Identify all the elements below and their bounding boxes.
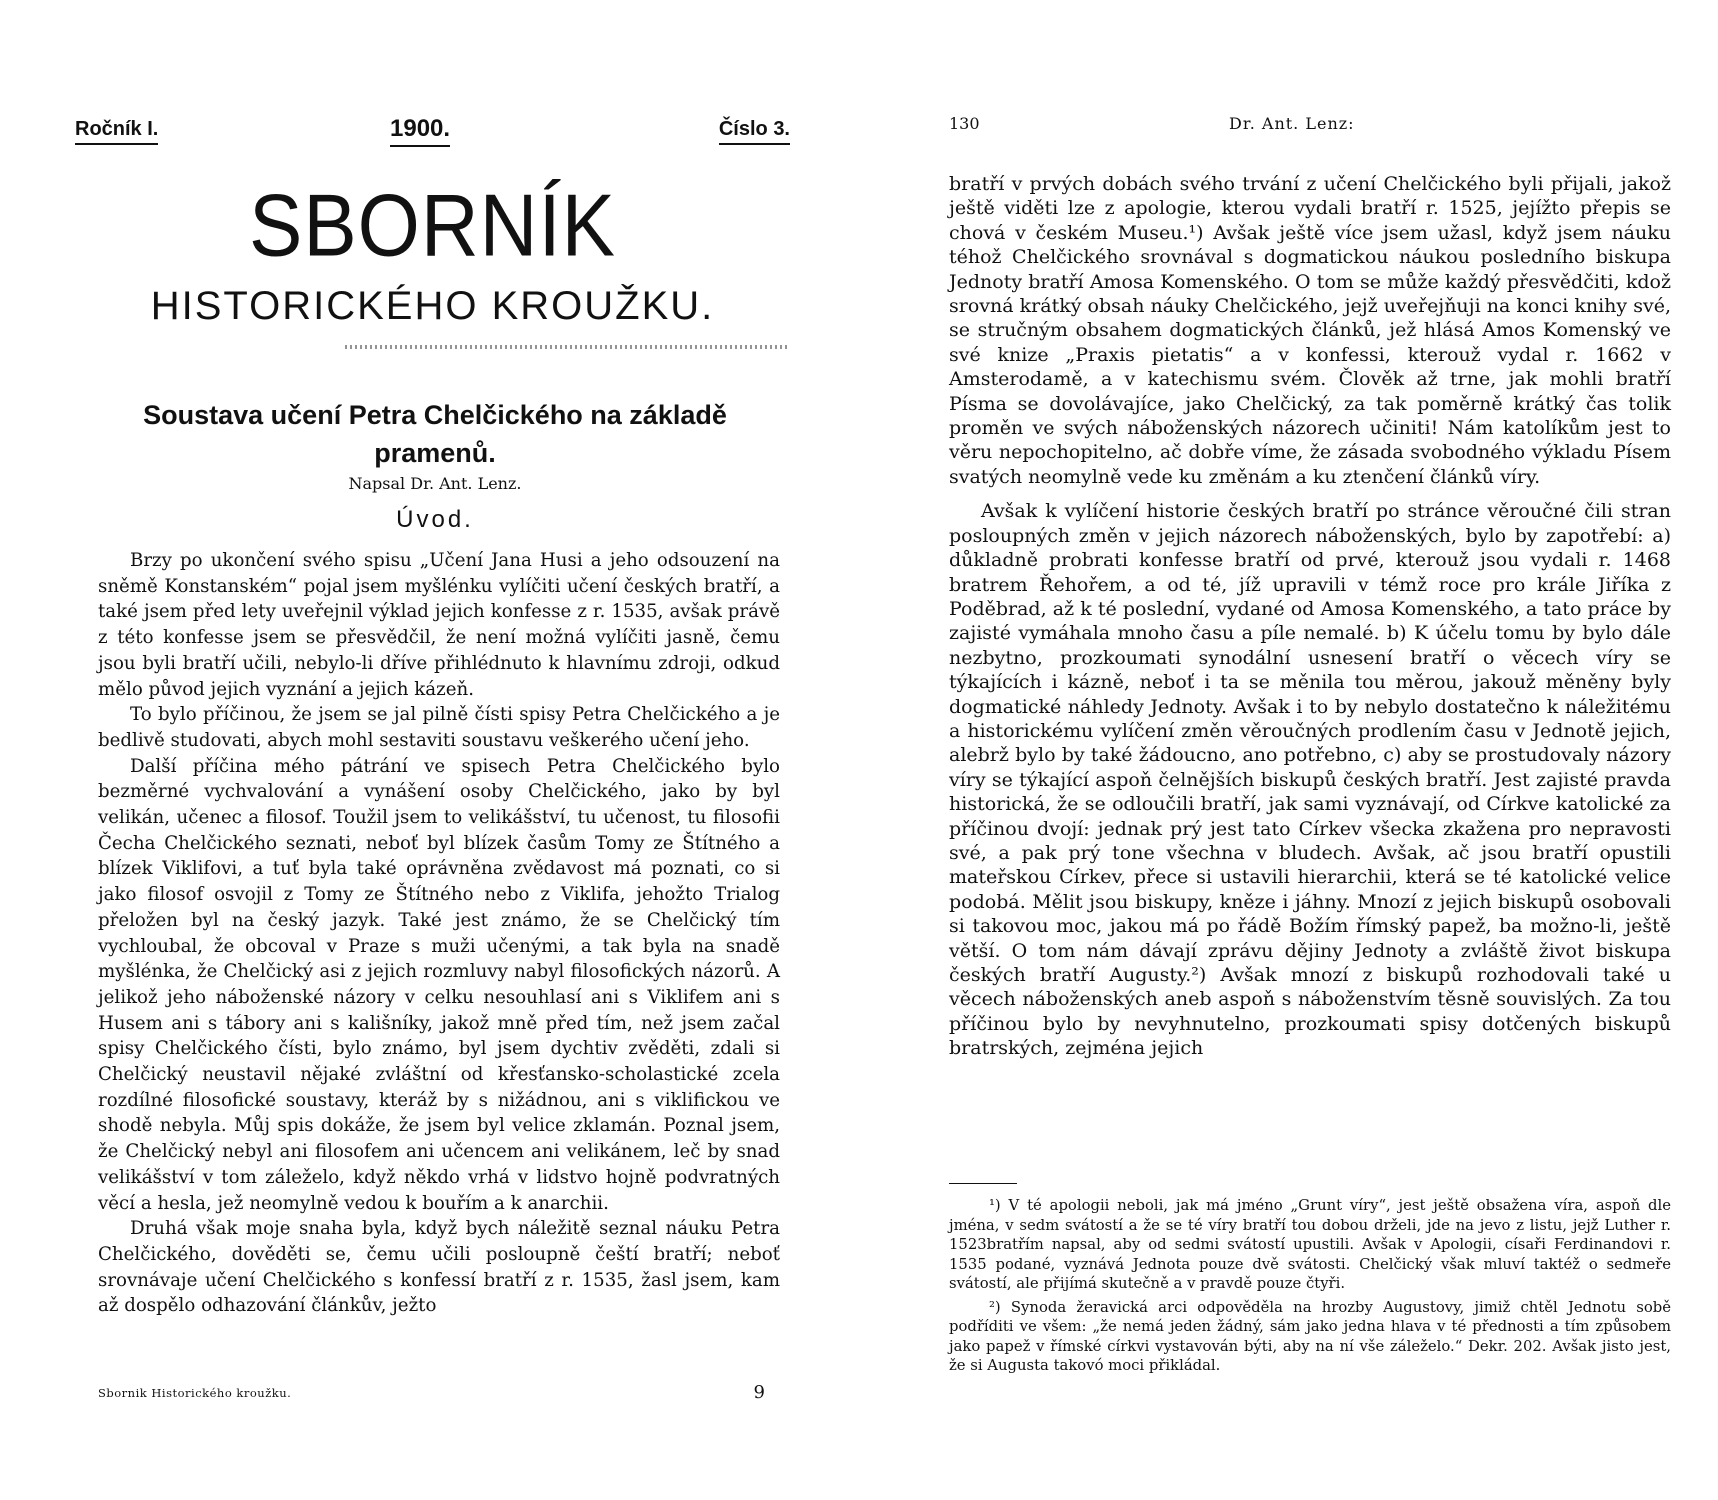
running-head-author: Dr. Ant. Lenz: (1229, 114, 1355, 133)
masthead (75, 115, 790, 148)
footer-journal-name: Sbornik Historického kroužku. (98, 1386, 292, 1400)
issue-label: Číslo 3. (719, 118, 790, 145)
signature-mark: 9 (753, 1382, 765, 1403)
footnotes (949, 1196, 1671, 1380)
year-label: 1900. (390, 115, 450, 147)
paragraph: bratří v prvých dobách svého trvání z učení Chelčického byli přijali, jakož ještě viděti lze z apologie, kterou vydali bratří r. 1525, jejížto přepis se chová v českém Museu.¹) Avšak ještě více jsem užasl, když jsem náuku téhož Chelčického srovnával s dogmatickou náukou posledního biskupa Jednoty bratří Amosa Komenského. O tom se může každý přesvědčiti, kdož srovná krátký obsah náuky Chelčického, jejž uveřejňuji na konci knihy své, se stručným obsahem dogmatických článků, jež hlásá Amos Komenský ve své knize „Praxis pietatis“ a v konfessi, kterouž vydal r. 1662 v Amsterodamě, a v katechismu svém. Člověk až trne, jak mohli bratří Písma se dovolávajíce, jako Chelčický, za tak poměrně krátký čas tolik proměn ve svých náboženských názorech učiniti! Nám katolíkům jest to věru nepochopitelno, ač dobře víme, že zásada svobodného výkladu Písem svatých neomylně vede ku změnám a ku ztenčení článků víry. (949, 173, 1671, 488)
right-page (859, 0, 1718, 1500)
paragraph: Brzy po ukončení svého spisu „Učení Jana Husi a jeho odsouzení na sněmě Konstanském“ pojal jsem myšlénku vylíčiti učení českých bratří, a také jsem před lety uveřejnil výklad jejich konfesse z r. 1535, avšak právě z této konfesse jsem se přesvědčil, že není možná vylíčiti jasně, čemu jsou byli bratří učili, nebylo-li dříve přihlédnuto k hlavnímu zdroji, odkud mělo původ jejich vyznání a jejich kázeň. (98, 550, 780, 700)
journal-subtitle: HISTORICKÉHO KROUŽKU. (150, 284, 715, 328)
right-body-text (949, 172, 1671, 1061)
paragraph: Avšak k vylíčení historie českých bratří po stránce věroučné čili stran posloupných změn v jejich názorech náboženských, bylo by zapotřebí: a) důkladně probrati konfesse bratří od prvé, kterouž jsou vydali r. 1468 bratrem Řehořem, a od té, jíž upravili v témž roce pro krále Jiříka z Poděbrad, až k té poslední, vydané od Amosa Komenského, a tato práce by zajisté vymáhala mnoho času a píle nemalé. b) K účelu tomu by bylo dále nezbytno, prozkoumati synodální usnesení bratří o věcech víry se týkajících i kázně, neboť i ta se měnila tou měrou, jakouž měněny byly dogmatické náhledy Jednoty. Avšak i to by nebylo dostatečno k náležitému a historickému vylíčení změn věroučných prodlením času v Jednotě jejich, alebrž bylo by také žádoucno, ano potřebno, c) aby se prostudovaly názory víry se týkající aspoň čelnějších biskupů českých bratří. Jest zajisté pravda historická, že se odloučili bratří, jak sami vyznávají, od Církve katolické za příčinou dvojí: jednak prý jest tato Církev všecka zkažena pro nepravosti své, a pak prý tone všechna v bludech. Avšak, ač jsou bratří opustili mateřskou Církev, přece si ustavili hierarchii, která se té katolické velice podobá. Mělit jsou biskupy, kněze i jáhny. Mnozí z jejich biskupů osobovali si takovou moc, jakou má po řádě Božím římský papež, ba možno-li, ještě větší. O tom nám dávají zprávu dějiny Jednoty a zvláště život biskupa českých bratří Augusty.²) Avšak mnozí z biskupů rozhodovali také u věcech náboženských aneb aspoň s náboženstvím těsně souvislých. Za tou příčinou bylo by nevyhnutelno, prozkoumati spisy dotčených biskupů bratrských, zejména jejich (949, 500, 1671, 1060)
left-body-text (98, 548, 780, 1319)
footnote: ²) Synoda žeravická arci odpověděla na hrozby Augustovy, jimiž chtěl Jednotu sobě podříditi ve všem: „že nemá jeden žádný, sám jako jedna hlava v té přednosti a tím způsobem jako papež v římské církvi vystavován býti, aby na ní vše záleželo.“ Dekr. 202. Avšak jisto jest, že si Augusta takovó moci přikládal. (949, 1298, 1671, 1374)
running-head (949, 114, 1669, 138)
section-heading: Úvod. (396, 506, 474, 533)
paragraph: Další příčina mého pátrání ve spisech Petra Chelčického bylo bezměrné vychvalování a vynášení osoby Chelčického, jako by byl velikán, učenec a filosof. Toužil jsem to velikášství, tu učenost, tu filosofii Čecha Chelčického seznati, neboť byl blízek časům Tomy ze Štítného a blízek Viklifovi, a tuť byla také oprávněna zvědavost má poznati, co si jako filosof osvojil z Tomy ze Štítného nebo z Viklifa, jehožto Trialog přeložen byl na český jazyk. Také jest známo, že se Chelčický tím vychloubal, že obcoval v Praze s muži učenými, a tak byla na snadě myšlénka, že Chelčický asi z jejich rozmluvy nabyl filosofických názorů. A jelikož jeho náboženské názory v celku nesouhlasí ani s Viklifem ani s Husem ani s tábory ani s kališníky, jakož mně před tím, než jsem začal spisy Chelčického čísti, bylo známo, byl jsem dychtiv zvěděti, zdali si Chelčický neustavil nějaké zvláštní od křesťansko-scholastické zcela rozdílné filosofické soustavy, kteráž by s nižádnou, ani s viklifickou ve shodě nebyla. Můj spis dokáže, že jsem byl velice zklamán. Poznal jsem, že Chelčický nebyl ani filosofem ani učencem ani velikánem, leč by snad velikášství v tom záleželo, když někdo vrhá v lidstvo hojně podvratných věcí a hesla, jež neomylně vedou k bouřím a k anarchii. (98, 755, 780, 1214)
article-title: Soustava učení Petra Chelčického na základě pramenů. (143, 400, 727, 468)
footnote-rule (949, 1183, 1017, 1184)
volume-label: Ročník I. (75, 118, 158, 145)
byline: Napsal Dr. Ant. Lenz. (348, 474, 522, 493)
page-number: 130 (949, 114, 980, 133)
page-footer (98, 1382, 780, 1402)
paragraph: To bylo příčinou, že jsem se jal pilně čísti spisy Petra Chelčického a je bedlivě studovati, abych mohl sestaviti soustavu veškerého učení jeho. (98, 704, 780, 751)
decorative-rule (345, 345, 790, 349)
paragraph: Druhá však moje snaha byla, když bych náležitě seznal náuku Petra Chelčického, dověděti se, čemu učili posloupně čeští bratří; neboť srovnávaje učení Chelčického s konfessí bratří z r. 1535, žasl jsem, kam až dospělo odhazování článkův, ježto (98, 1218, 780, 1317)
journal-title: SBORNÍK (248, 176, 617, 275)
footnote: ¹) V té apologii neboli, jak má jméno „Grunt víry“, jest ještě obsažena víra, aspoň dle jména, v sedm svátostí a že se té víry bratří tou dobou drželi, jde na jevo z listu, jejž Luther r. 1523bratřím napsal, aby od sedmi svátostí upustili. Avšak v Apologii, císaři Ferdinandovi r. 1535 podané, vyznává Jednota pouze dvě svátosti. Chelčický však mluví taktéž o sedmeře svátostí, ale přijímá skutečně a v pravdě pouze čtyři. (949, 1197, 1671, 1292)
